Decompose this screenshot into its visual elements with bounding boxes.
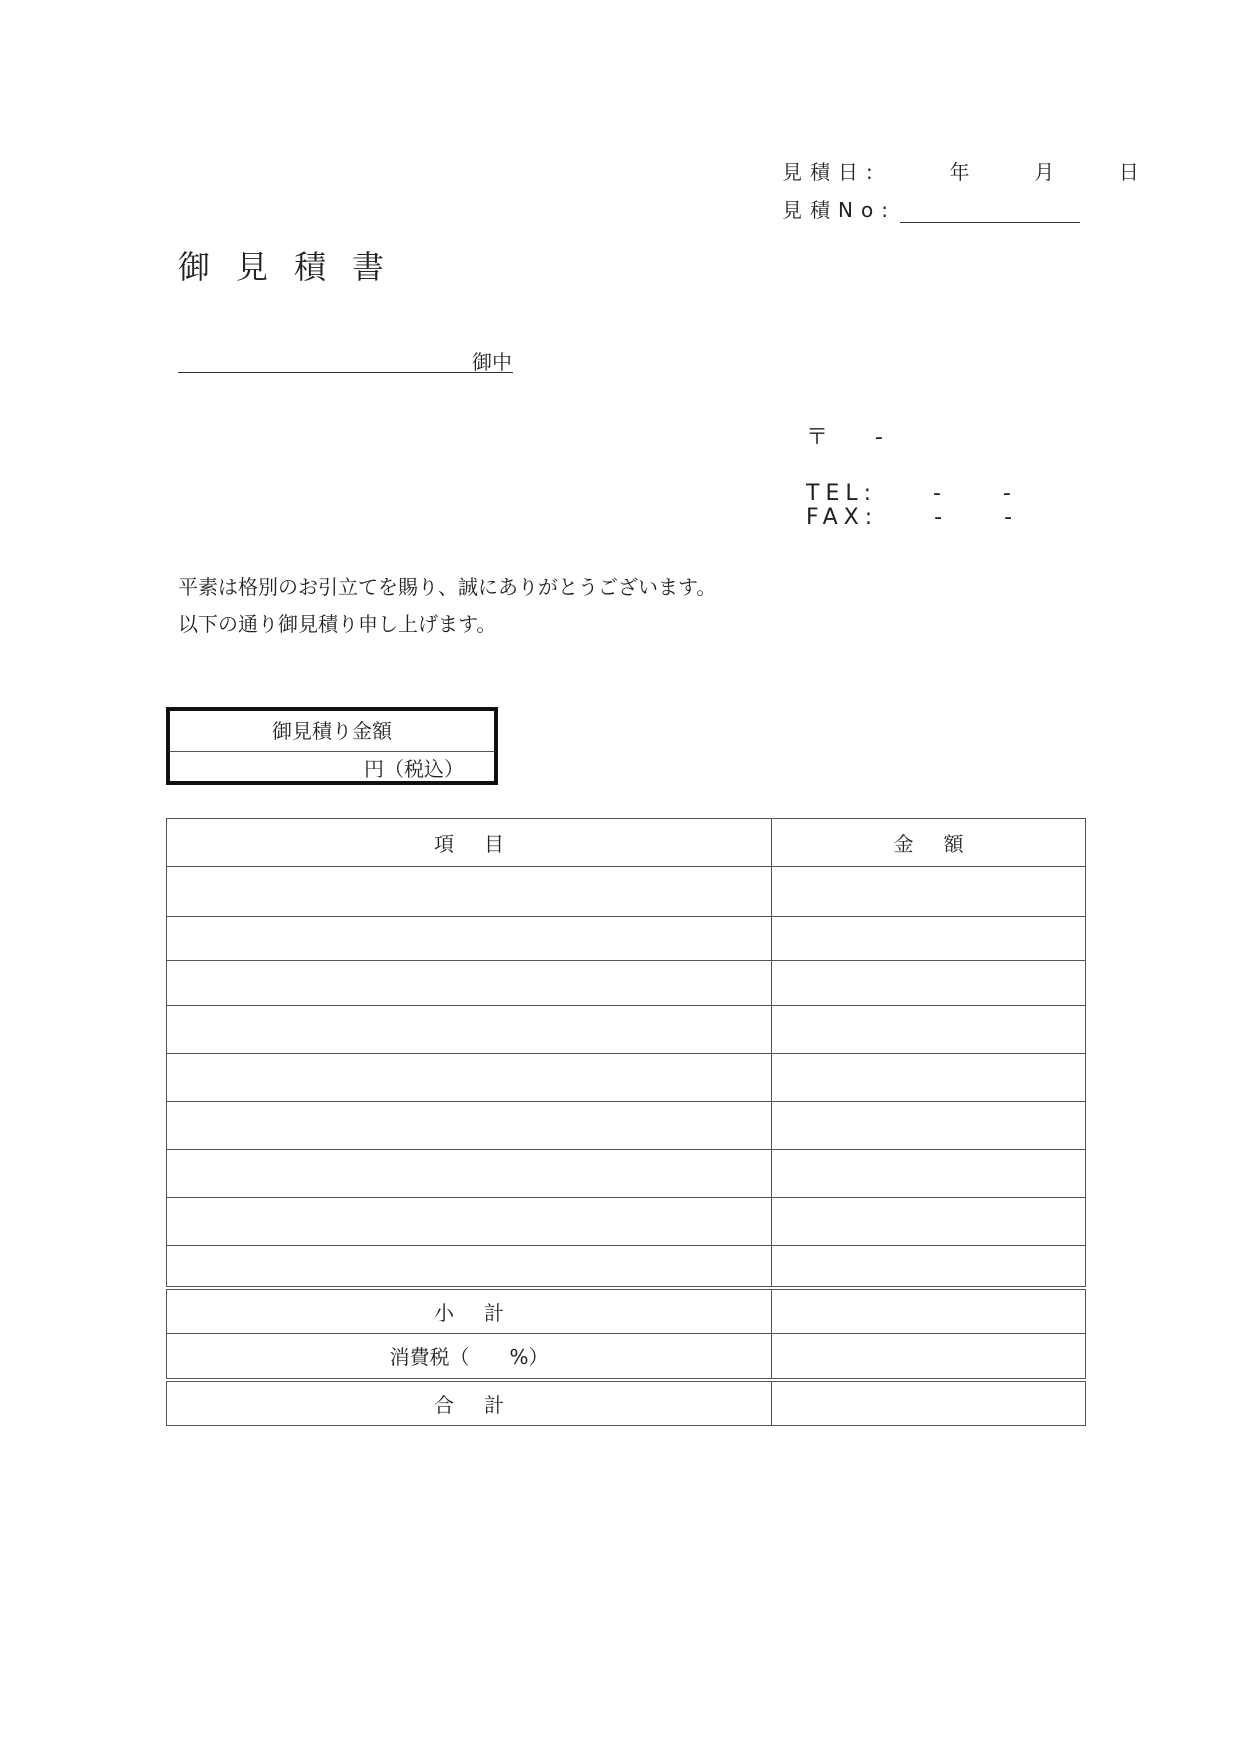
amount-cell[interactable] <box>771 1006 1085 1054</box>
amount-cell[interactable] <box>771 1198 1085 1246</box>
table-row <box>167 1102 1086 1150</box>
table-row <box>167 1246 1086 1288</box>
item-cell[interactable] <box>167 961 772 1006</box>
amount-cell[interactable] <box>771 961 1085 1006</box>
total-value[interactable] <box>771 1380 1085 1426</box>
amount-cell[interactable] <box>771 1150 1085 1198</box>
tax-row <box>167 1334 1086 1380</box>
total-row <box>167 1380 1086 1426</box>
amount-cell[interactable] <box>771 1102 1085 1150</box>
item-cell[interactable] <box>167 1006 772 1054</box>
estimate-date-label: 見積日: <box>782 160 881 184</box>
table-row <box>167 1150 1086 1198</box>
table-row <box>167 1006 1086 1054</box>
item-cell[interactable] <box>167 1102 772 1150</box>
fax-row: FAX: - - <box>806 505 1019 530</box>
items-table <box>166 818 1086 1426</box>
table-row <box>167 1198 1086 1246</box>
table-row <box>167 867 1086 917</box>
subtotal-label: 小計 <box>167 1288 772 1334</box>
tax-value[interactable] <box>771 1334 1085 1380</box>
amount-cell[interactable] <box>771 1054 1085 1102</box>
estimate-no-field[interactable] <box>900 200 1080 223</box>
subtotal-value[interactable] <box>771 1288 1085 1334</box>
item-cell[interactable] <box>167 917 772 961</box>
document-title: 御見積書 <box>178 248 411 286</box>
amount-cell[interactable] <box>771 917 1085 961</box>
estimate-date-row <box>782 156 1147 185</box>
greeting-line-1: 平素は格別のお引立てを賜り、誠にありがとうございます。 <box>178 575 717 599</box>
year-label: 年 <box>949 160 978 184</box>
greeting-line-2: 以下の通り御見積り申し上げます。 <box>178 612 497 636</box>
table-header-row <box>167 819 1086 867</box>
estimate-no-label: 見積No: <box>782 198 896 222</box>
item-cell[interactable] <box>167 1198 772 1246</box>
table-row <box>167 917 1086 961</box>
month-label: 月 <box>1034 160 1063 184</box>
postal-code: 〒 - <box>806 425 889 450</box>
total-label: 合計 <box>167 1380 772 1426</box>
item-cell[interactable] <box>167 1246 772 1288</box>
addressee-suffix: 御中 <box>472 350 512 374</box>
amount-cell[interactable] <box>771 867 1085 917</box>
header-amount: 金額 <box>771 819 1085 867</box>
estimate-amount-label: 御見積り金額 <box>170 711 494 752</box>
item-cell[interactable] <box>167 1054 772 1102</box>
item-cell[interactable] <box>167 1150 772 1198</box>
tax-label: 消費税（ %） <box>167 1334 772 1380</box>
subtotal-row <box>167 1288 1086 1334</box>
estimate-amount-box <box>166 707 498 785</box>
tel-row: TEL: - - <box>806 481 1017 506</box>
amount-cell[interactable] <box>771 1246 1085 1288</box>
day-label: 日 <box>1118 160 1147 184</box>
item-cell[interactable] <box>167 867 772 917</box>
table-row <box>167 1054 1086 1102</box>
estimate-amount-unit[interactable]: 円（税込） <box>364 757 464 781</box>
header-item: 項目 <box>167 819 772 867</box>
estimate-no-row <box>782 194 1080 223</box>
addressee-field[interactable] <box>178 346 513 373</box>
table-row <box>167 961 1086 1006</box>
